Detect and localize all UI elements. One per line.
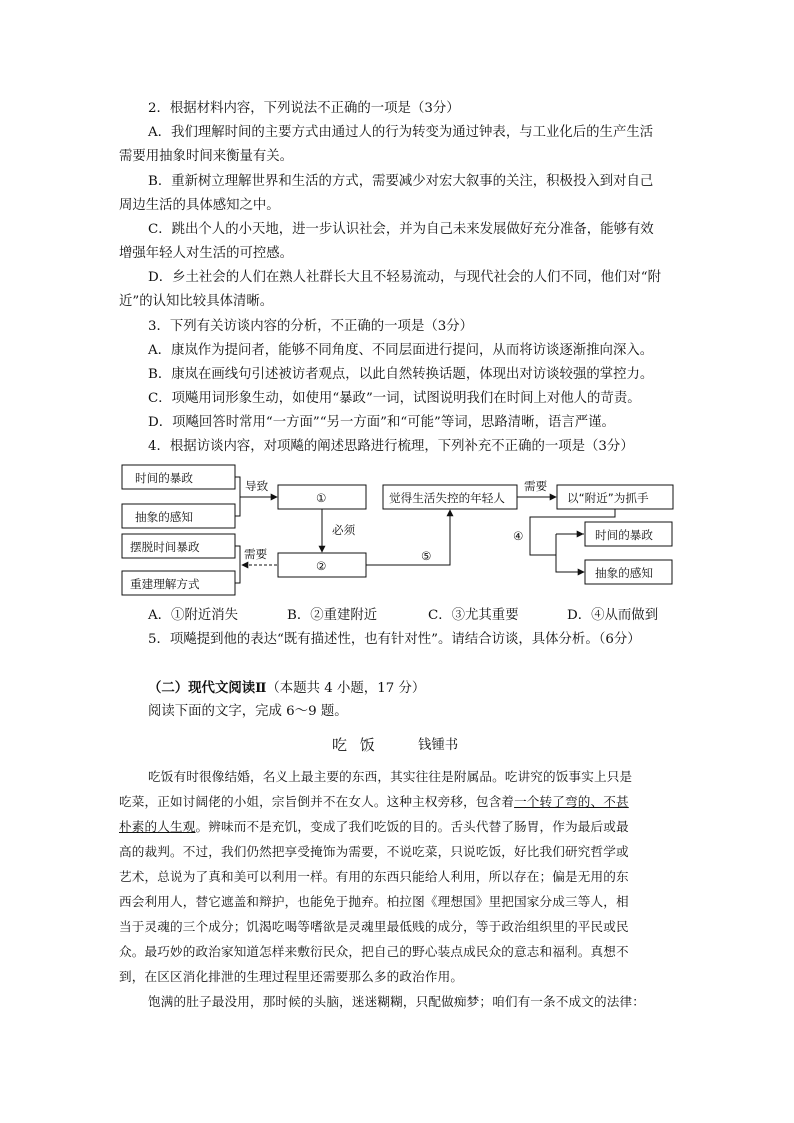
box-grip bbox=[557, 485, 673, 509]
label-time-tyranny-right: 时间的暴政 bbox=[595, 528, 653, 542]
essay-line bbox=[119, 868, 629, 886]
q4-stem: 4．根据访谈内容，对项飚的阐述思路进行梳理，下列补充不正确的一项是（3分） bbox=[148, 439, 634, 454]
label-slot-1: ① bbox=[316, 491, 327, 505]
q3-option-a: A．康岚作为提问者，能够不同角度、不同层面进行提问，从而将访谈逐渐推向深入。 bbox=[148, 343, 654, 358]
essay-line bbox=[119, 918, 629, 936]
q3-option-c: C．项飚用词形象生动，如使用“暴政”一词，试图说明我们在时间上对他人的苛责。 bbox=[148, 391, 641, 406]
box-time-tyranny-left bbox=[122, 465, 235, 489]
q4-option-a: A．①附近消失 bbox=[148, 608, 239, 623]
essay-text: 高的裁判。不过，我们仍然把享受掩饰为需要，不说吃菜，只说吃饭，好比我们研究哲学或 bbox=[119, 844, 629, 859]
label-time-tyranny-left: 时间的暴政 bbox=[135, 471, 193, 485]
section-heading-bold: （二）现代文阅读Ⅱ bbox=[148, 680, 267, 696]
essay-underlined-text: 一个转了弯的、不甚 bbox=[514, 794, 629, 809]
essay-author: 钱锺书 bbox=[418, 738, 459, 753]
section-instruction: 阅读下面的文字，完成 6～9 题。 bbox=[148, 704, 348, 719]
label-slot-3: ⑤ bbox=[421, 549, 432, 563]
label-abstract-perception-left: 抽象的感知 bbox=[135, 510, 193, 524]
box-time-tyranny-right bbox=[585, 522, 672, 546]
label-need-2: 需要 bbox=[524, 479, 548, 493]
box-escape-tyranny bbox=[122, 534, 235, 558]
section-heading bbox=[148, 679, 425, 698]
essay-text: 众。最巧妙的政治家知道怎样来敷衍民众，把自己的野心装点成民众的意志和福利。真想不 bbox=[119, 944, 629, 959]
label-slot-4: ④ bbox=[513, 529, 524, 543]
label-slot-2: ② bbox=[316, 559, 327, 573]
box-abstract-perception-right bbox=[585, 560, 672, 584]
essay-text: 西会利用人，替它遮盖和辩护，也能免于抛弃。柏拉图《理想国》里把国家分成三等人，相 bbox=[119, 894, 629, 909]
essay-line bbox=[148, 993, 645, 1011]
q4-option-d: D．④从而做到 bbox=[567, 608, 659, 623]
q2-option-b-line2: 周边生活的具体感知之中。 bbox=[119, 198, 280, 213]
essay-line bbox=[119, 968, 463, 986]
box-rebuild-understanding bbox=[122, 571, 235, 595]
box-slot-1 bbox=[278, 485, 366, 509]
q4-option-b: B．②重建附近 bbox=[287, 608, 378, 623]
essay-line bbox=[119, 943, 629, 961]
label-youth: 觉得生活失控的年轻人 bbox=[389, 491, 505, 505]
label-must: 必须 bbox=[332, 523, 356, 537]
essay-underlined-text: 朴素的人生观 bbox=[119, 819, 196, 834]
q2-stem: 2．根据材料内容，下列说法不正确的一项是（3分） bbox=[148, 101, 460, 116]
essay-text: 饱满的肚子最没用，那时候的头脑，迷迷糊糊，只配做痴梦；咱们有一条不成文的法律： bbox=[148, 994, 646, 1009]
q3-stem: 3．下列有关访谈内容的分析，不正确的一项是（3分） bbox=[148, 319, 474, 334]
essay-text: 吃菜，正如讨阔佬的小姐，宗旨倒并不在女人。这种主权旁移，包含着 bbox=[119, 794, 515, 809]
essay-text: 当于灵魂的三个成分；饥渴吃喝等嗜欲是灵魂里最低贱的成分，等于政治组织里的平民或民 bbox=[119, 919, 629, 934]
q2-option-c-line2: 增强年轻人对生活的可控感。 bbox=[119, 246, 294, 261]
q3-option-b: B．康岚在画线句引述被访者观点，以此自然转换话题，体现出对访谈较强的掌控力。 bbox=[148, 367, 654, 382]
q2-option-c-line1: C．跳出个人的小天地，进一步认识社会，并为自己未来发展做好充分准备，能够有效 bbox=[148, 222, 654, 237]
q4-option-c: C．③尤其重要 bbox=[428, 608, 519, 623]
essay-text: 。辨味而不是充饥，变成了我们吃饭的目的。舌头代替了肠胃，作为最后或最 bbox=[195, 819, 629, 834]
q2-option-d-line1: D．乡土社会的人们在熟人社群长大且不轻易流动，与现代社会的人们不同，他们对“附 bbox=[148, 270, 662, 285]
q2-option-d-line2: 近”的认知比较具体清晰。 bbox=[119, 294, 274, 309]
label-need-1: 需要 bbox=[244, 547, 268, 561]
box-abstract-perception-left bbox=[122, 504, 235, 528]
label-abstract-perception-right: 抽象的感知 bbox=[595, 566, 653, 580]
q2-option-a-line2: 需要用抽象时间来衡量有关。 bbox=[119, 149, 294, 164]
box-slot-2 bbox=[278, 553, 366, 577]
essay-line bbox=[119, 893, 629, 911]
essay-line bbox=[119, 793, 629, 811]
essay-title: 吃 饭 bbox=[332, 736, 379, 754]
label-grip: 以“附近”为抓手 bbox=[567, 491, 649, 505]
q5-stem: 5．项飚提到他的表达“既有描述性，也有针对性”。请结合访谈，具体分析。（6分） bbox=[148, 632, 641, 647]
essay-text: 艺术，总说为了真和美可以利用一样。有用的东西只能给人利用，所以存在；偏是无用的东 bbox=[119, 869, 629, 884]
essay-line bbox=[119, 818, 629, 836]
essay-line bbox=[119, 843, 629, 861]
essay-line bbox=[148, 768, 632, 786]
box-youth bbox=[383, 485, 517, 509]
section-heading-rest: （本题共 4 小题，17 分） bbox=[266, 681, 426, 696]
label-leads-to: 导致 bbox=[245, 479, 269, 493]
essay-text: 到，在区区消化排泄的生理过程里还需要那么多的政治作用。 bbox=[119, 969, 464, 984]
label-rebuild-understanding: 重建理解方式 bbox=[130, 577, 200, 591]
q2-option-b-line1: B．重新树立理解世界和生活的方式，需要减少对宏大叙事的关注，积极投入到对自己 bbox=[148, 174, 654, 189]
q3-option-d: D．项飚回答时常用“一方面”“另一方面”和“可能”等词，思路清晰，语言严谨。 bbox=[148, 415, 615, 430]
q2-option-a-line1: A．我们理解时间的主要方式由通过人的行为转变为通过钟表，与工业化后的生产生活 bbox=[148, 125, 654, 140]
essay-text: 吃饭有时很像结婚，名义上最主要的东西，其实往往是附属品。吃讲究的饭事实上只是 bbox=[148, 769, 633, 784]
label-escape-tyranny: 摆脱时间暴政 bbox=[130, 540, 200, 554]
